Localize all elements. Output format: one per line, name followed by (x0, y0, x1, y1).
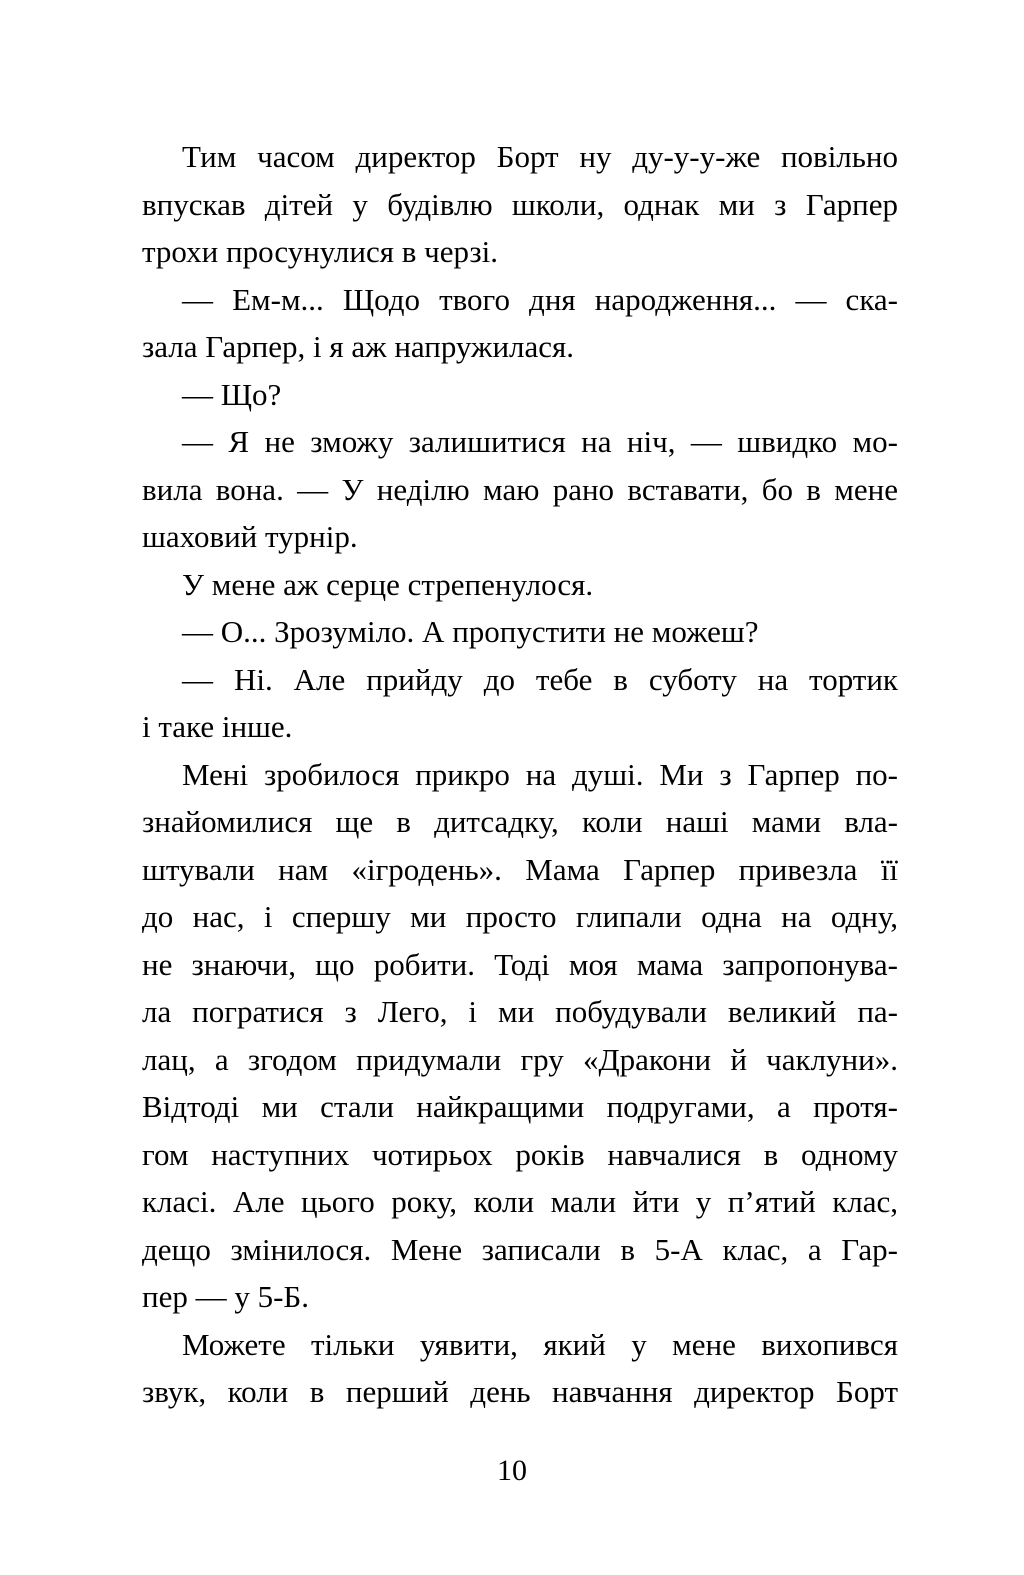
text-line: зала Гарпер, і я аж напружилася. (142, 329, 575, 364)
text-line: Мені зробилося прикро на душі. Ми з Гарпер по- (182, 756, 898, 792)
text-line: штували нам «ігродень». Мама Гарпер привезла її (142, 851, 898, 887)
text-line: — Я не зможу залишитися на ніч, — швидко мо- (182, 424, 898, 459)
text-line: впускав дітей у будівлю школи, однак ми з Гарпер (142, 186, 898, 222)
text-line: шаховий турнір. (142, 519, 358, 554)
text-line: вила вона. — У неділю маю рано вставати, бо в мене (142, 471, 898, 507)
text-line: У мене аж серце стрепенулося. (182, 566, 594, 602)
text-block (142, 133, 898, 1416)
text-line: — Що? (182, 376, 282, 412)
page-number: 10 (497, 1454, 527, 1487)
text-line: — Ем-м... Щодо твого дня народження... — ска- (182, 281, 898, 317)
text-line: класі. Але цього року, коли мали йти у п’ятий клас, (142, 1184, 898, 1219)
text-line: і таке інше. (142, 709, 293, 744)
text-line: — О... Зрозуміло. А пропустити не можеш? (182, 614, 759, 649)
text-line: пер — у 5-Б. (142, 1279, 309, 1314)
paragraph (142, 608, 898, 656)
paragraph (142, 133, 898, 276)
paragraph (142, 276, 898, 371)
text-line: дещо змінилося. Мене записали в 5-А клас, а Гар- (142, 1231, 898, 1267)
paragraph (142, 371, 898, 419)
text-line: не знаючи, що робити. Тоді моя мама запропонува- (142, 946, 898, 982)
text-line: — Ні. Але прийду до тебе в суботу на тортик (182, 661, 898, 697)
paragraph (142, 418, 898, 561)
paragraph (142, 751, 898, 1321)
text-line: гом наступних чотирьох років навчалися в одному (142, 1136, 898, 1172)
text-line: Тим часом директор Борт ну ду-у-у-же повільно (182, 139, 898, 174)
text-line: ла погратися з Лего, і ми побудували великий па- (142, 994, 898, 1029)
paragraph (142, 561, 898, 609)
text-line: лац, а згодом придумали гру «Дракони й чаклуни». (142, 1041, 898, 1077)
text-line: знайомилися ще в дитсадку, коли наші мами вла- (142, 804, 898, 839)
text-line: до нас, і спершу ми просто глипали одна на одну, (142, 899, 898, 934)
text-line: трохи просунулися в черзі. (142, 234, 498, 269)
text-line: Відтоді ми стали найкращими подругами, а протя- (142, 1089, 898, 1124)
paragraph (142, 656, 898, 751)
paragraph (142, 1321, 898, 1416)
text-line: звук, коли в перший день навчання директор Борт (142, 1374, 898, 1409)
text-line: Можете тільки уявити, який у мене вихопився (182, 1326, 898, 1362)
